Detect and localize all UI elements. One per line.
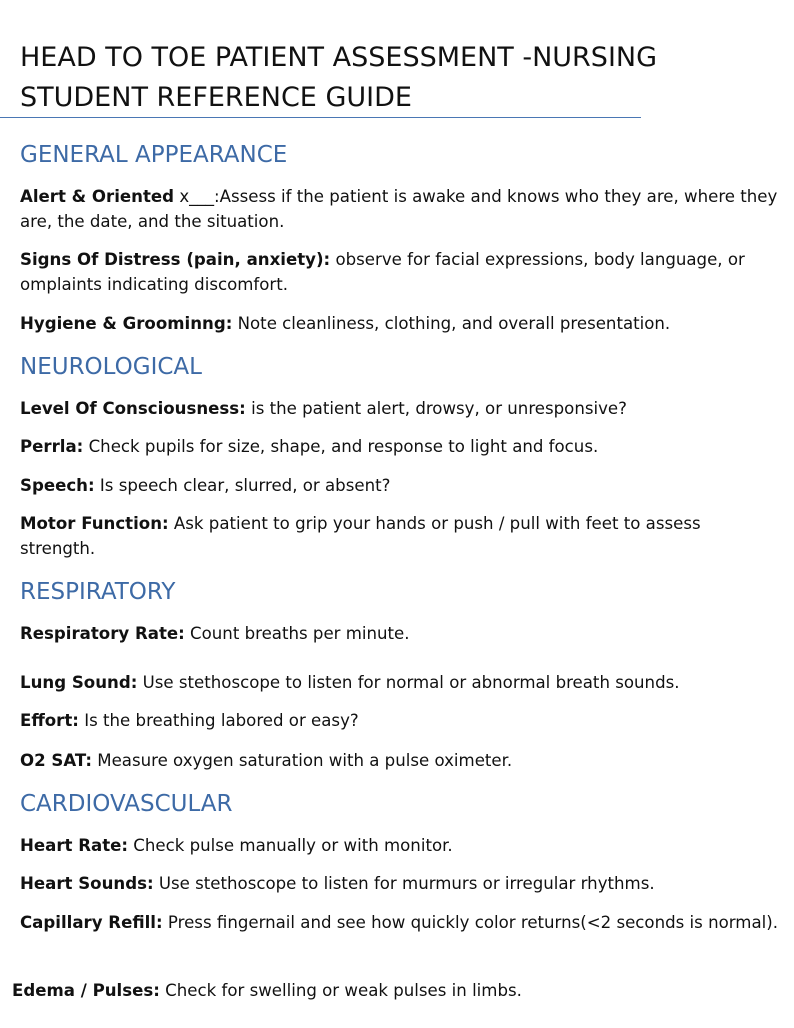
item-text: Use stethoscope to listen for murmurs or irregular rhythms.: [153, 874, 655, 893]
item-heart-sounds: [20, 871, 778, 896]
item-text: Is the breathing labored or easy?: [78, 711, 359, 730]
item-hygiene-grooming: [20, 311, 778, 336]
item-text: Is speech clear, slurred, or absent?: [94, 476, 391, 495]
item-capillary-refill: [20, 910, 778, 935]
item-edema-pulses: [12, 978, 770, 1003]
item-lung-sound: [20, 670, 778, 695]
section-heading-neurological: NEUROLOGICAL: [20, 354, 202, 380]
item-label: Heart Sounds:: [20, 874, 154, 893]
item-label: Heart Rate:: [20, 836, 129, 855]
item-label: Perrla:: [20, 437, 84, 456]
section-heading-cardiovascular: CARDIOVASCULAR: [20, 791, 233, 817]
item-label: Motor Function:: [20, 514, 169, 533]
item-label: Effort:: [20, 711, 79, 730]
section-heading-general-appearance: GENERAL APPEARANCE: [20, 142, 288, 168]
item-text: Press fingernail and see how quickly color returns(<2 seconds is normal).: [162, 913, 778, 932]
item-label: Signs Of Distress (pain, anxiety):: [20, 250, 331, 269]
item-label: Hygiene & Groominng:: [20, 314, 233, 333]
item-speech: [20, 473, 778, 498]
item-text: Use stethoscope to listen for normal or abnormal breath sounds.: [137, 673, 680, 692]
item-level-of-consciousness: [20, 396, 778, 421]
item-text: Note cleanliness, clothing, and overall presentation.: [232, 314, 671, 333]
item-perrla: [20, 434, 778, 459]
item-label: Level Of Consciousness:: [20, 399, 246, 418]
item-label: Respiratory Rate:: [20, 624, 185, 643]
title-line-2: STUDENT REFERENCE GUIDE: [20, 82, 412, 113]
item-motor-function: [20, 511, 778, 561]
item-heart-rate: [20, 833, 778, 858]
item-alert-oriented: [20, 184, 778, 234]
item-effort: [20, 708, 778, 733]
item-text: observe for facial expressions, body language, or omplaints indicating discomfort.: [20, 250, 745, 294]
section-heading-respiratory: RESPIRATORY: [20, 579, 176, 605]
item-label: Lung Sound:: [20, 673, 138, 692]
item-text: x___:Assess if the patient is awake and knows who they are, where they are, the date, and the situation.: [20, 187, 778, 231]
item-text: Check pupils for size, shape, and response to light and focus.: [83, 437, 599, 456]
item-label: Edema / Pulses:: [12, 981, 160, 1000]
page-title: [20, 38, 720, 118]
item-text: Ask patient to grip your hands or push / pull with feet to assess strength.: [20, 514, 701, 558]
item-label: Speech:: [20, 476, 95, 495]
item-label: Alert & Oriented: [20, 187, 175, 206]
item-label: Capillary Refill:: [20, 913, 163, 932]
item-signs-of-distress: [20, 247, 778, 297]
item-text: Check pulse manually or with monitor.: [128, 836, 453, 855]
item-text: Measure oxygen saturation with a pulse oximeter.: [91, 751, 513, 770]
item-text: Count breaths per minute.: [184, 624, 410, 643]
title-divider: [0, 117, 641, 118]
item-text: is the patient alert, drowsy, or unresponsive?: [245, 399, 627, 418]
item-label: O2 SAT:: [20, 751, 92, 770]
title-line-1: HEAD TO TOE PATIENT ASSESSMENT -NURSING: [20, 42, 658, 73]
item-text: Check for swelling or weak pulses in limbs.: [159, 981, 522, 1000]
item-o2-sat: [20, 748, 778, 773]
item-respiratory-rate: [20, 621, 778, 646]
